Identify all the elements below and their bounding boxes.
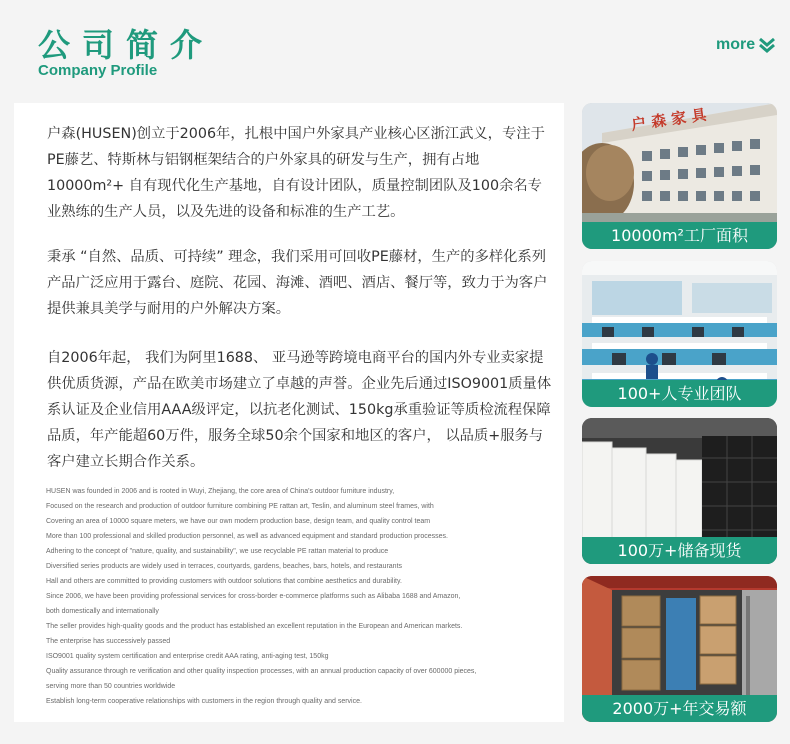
english-line: ISO9001 quality system certification and enterprise credit AAA rating, anti-aging test, 150kg (46, 653, 329, 660)
intro-paragraph: 秉承 “自然、品质、可持续” 理念，我们采用可回收PE藤材，生产的多样化系列产品广泛应用于露台、庭院、花园、海滩、酒吧、酒店、餐厅等，致力于为客户提供兼具美学与耐用的户外解决方案。 (47, 249, 548, 317)
english-line: More than 100 professional and skilled production personnel, as well as advanced equipment and standard production processes. (46, 533, 448, 540)
card-caption: 2000万+年交易额 (582, 695, 777, 722)
factory-sign-text: 户 森 家 具 (630, 105, 708, 134)
more-label: more (716, 36, 756, 53)
section-header (0, 0, 790, 100)
english-line: The seller provides high-quality goods and the product has established an excellent reputation in the European and American markets. (46, 623, 463, 630)
english-summary (46, 484, 551, 709)
card-caption: 10000m²工厂面积 (582, 222, 777, 249)
english-line: serving more than 50 countries worldwide (46, 683, 176, 690)
english-line: Adhering to the concept of "nature, quality, and sustainability", we use recyclable PE rattan material to produce (46, 548, 389, 555)
team-photo-card (582, 261, 777, 407)
section-title-en: Company Profile (38, 62, 158, 79)
section-title-cn: 公司简介 (38, 26, 215, 64)
english-line: Quality assurance through re verification and other quality inspection processes, with an annual production capacity of over 600000 pieces, (46, 668, 477, 675)
card-caption: 100+人专业团队 (582, 380, 777, 407)
double-chevron-down-icon (758, 36, 776, 54)
english-line: both domestically and internationally (46, 608, 159, 615)
stock-photo-card (582, 418, 777, 564)
intro-panel (14, 103, 564, 722)
english-line: HUSEN was founded in 2006 and is rooted in Wuyi, Zhejiang, the core area of China's outdoor furniture industry, (46, 488, 395, 495)
english-line: Covering an area of 10000 square meters, we have our own modern production base, design team, and quality control team (46, 518, 431, 525)
english-line: Focused on the research and production of outdoor furniture combining PE rattan art, Teslin, and aluminum steel frames, with (46, 503, 434, 510)
english-line: Since 2006, we have been providing professional services for cross-border e-commerce platforms such as Alibaba 1688 and Amazon, (46, 593, 461, 600)
english-line: Establish long-term cooperative relationships with customers in the region through quality and service. (46, 698, 362, 705)
intro-paragraph: 户森(HUSEN)创立于2006年，扎根中国户外家具产业核心区浙江武义，专注于PE藤艺、特斯林与铝钢框架结合的户外家具的研发与生产，拥有占地10000m²+ 自有现代化生产基地，自有设计团队，质量控制团队及100余名专业熟练的生产人员，以及先进的设备和标准的生产工艺。 (47, 126, 545, 220)
english-line: The enterprise has successively passed (46, 638, 171, 645)
english-line: Hall and others are committed to providing customers with outdoor solutions that combine aesthetics and durability. (46, 578, 402, 585)
card-caption: 100万+储备现货 (582, 537, 777, 564)
transaction-photo-card (582, 576, 777, 722)
factory-photo-card (582, 103, 777, 249)
english-line: Diversified series products are widely used in terraces, courtyards, gardens, beaches, bars, hotels, and restaurants (46, 563, 403, 570)
intro-paragraph: 自2006年起， 我们为阿里1688、 亚马逊等跨境电商平台的国内外专业卖家提供优质货源，产品在欧美市场建立了卓越的声誉。企业先后通过ISO9001质量体系认证及企业信用AAA级评定，以抗老化测试、150kg承重验证等质检流程保障品质，年产能超60万件，服务全球50余个国家和地区的客户， 以品质+服务与客户建立长期合作关系。 (47, 350, 552, 470)
more-link[interactable] (716, 36, 776, 54)
